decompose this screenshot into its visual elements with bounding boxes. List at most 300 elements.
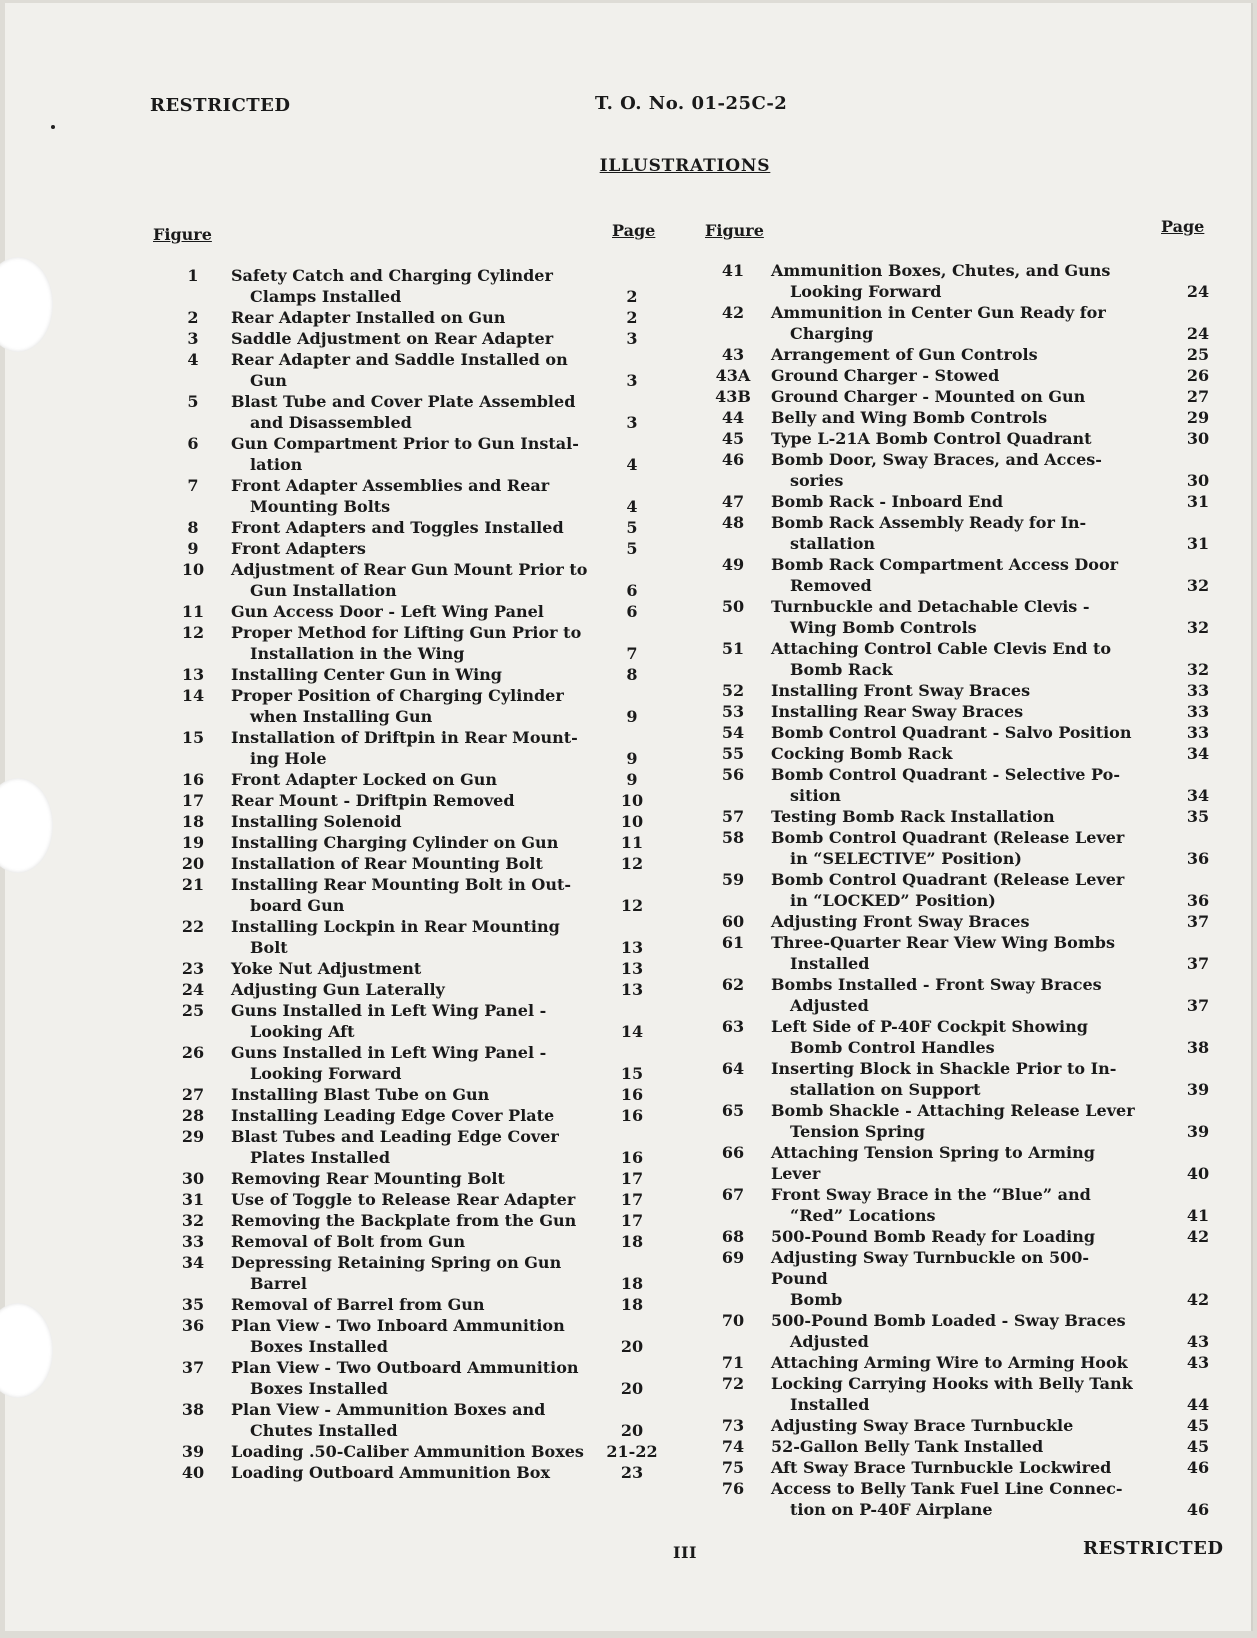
caption-line: Adjusted bbox=[790, 996, 869, 1015]
figure-caption bbox=[771, 722, 1143, 743]
caption-line: Bomb Rack bbox=[790, 660, 893, 679]
caption-line: Adjusting Sway Turnbuckle on 500-Pound bbox=[771, 1248, 1089, 1288]
caption-line: Bomb Rack Assembly Ready for In- bbox=[771, 513, 1087, 532]
figure-entry bbox=[705, 1310, 1210, 1352]
figure-number: 20 bbox=[181, 854, 205, 873]
figure-page-number: 33 bbox=[1186, 723, 1210, 742]
caption-line: 52-Gallon Belly Tank Installed bbox=[771, 1437, 1044, 1456]
caption-line: Bomb Control Quadrant - Selective Po- bbox=[771, 765, 1120, 784]
caption-line: Mounting Bolts bbox=[250, 497, 391, 516]
caption-line: Gun Access Door - Left Wing Panel bbox=[231, 602, 544, 621]
figure-number: 29 bbox=[181, 1127, 205, 1146]
figure-caption bbox=[771, 449, 1143, 491]
caption-line: Bolt bbox=[250, 938, 288, 957]
figure-caption bbox=[771, 1415, 1143, 1436]
caption-line: Installing Rear Mounting Bolt in Out- bbox=[231, 875, 571, 894]
figure-entry bbox=[705, 827, 1210, 869]
figure-caption bbox=[231, 265, 603, 307]
figure-entry bbox=[165, 265, 638, 307]
caption-line: Tension Spring bbox=[790, 1122, 925, 1141]
figure-entry bbox=[165, 517, 638, 538]
figure-number: 18 bbox=[181, 812, 205, 831]
figure-page-number: 29 bbox=[1186, 408, 1210, 427]
caption-line: lation bbox=[250, 455, 303, 474]
caption-line: Looking Forward bbox=[250, 1064, 402, 1083]
figure-caption bbox=[771, 869, 1143, 911]
figure-page-number: 30 bbox=[1186, 471, 1210, 490]
figure-page-number: 3 bbox=[626, 413, 638, 432]
figure-caption bbox=[771, 1226, 1143, 1247]
figure-page-number: 11 bbox=[620, 833, 644, 852]
figure-caption bbox=[231, 1462, 603, 1483]
figure-entry bbox=[705, 1247, 1210, 1310]
figure-caption bbox=[231, 307, 603, 328]
caption-line: Plan View - Two Inboard Ammunition bbox=[231, 1316, 565, 1335]
caption-line: board Gun bbox=[250, 896, 345, 915]
figure-caption bbox=[231, 622, 603, 664]
figure-caption bbox=[771, 806, 1143, 827]
figure-caption bbox=[231, 1210, 603, 1231]
figure-caption bbox=[771, 743, 1143, 764]
caption-line: Left Side of P-40F Cockpit Showing bbox=[771, 1017, 1088, 1036]
figure-number: 76 bbox=[721, 1479, 745, 1498]
caption-line: Ammunition Boxes, Chutes, and Guns bbox=[771, 261, 1111, 280]
figure-caption bbox=[771, 386, 1143, 407]
figure-entry bbox=[705, 932, 1210, 974]
caption-line: Access to Belly Tank Fuel Line Connec- bbox=[771, 1479, 1123, 1498]
figure-number: 23 bbox=[181, 959, 205, 978]
caption-line: Plates Installed bbox=[250, 1148, 391, 1167]
caption-line: Blast Tubes and Leading Edge Cover bbox=[231, 1127, 559, 1146]
caption-line: Installed bbox=[790, 1395, 870, 1414]
figure-caption bbox=[771, 1373, 1143, 1415]
figure-page-number: 39 bbox=[1186, 1122, 1210, 1141]
figure-entry bbox=[165, 853, 644, 874]
caption-line: Bomb bbox=[790, 1290, 843, 1309]
caption-line: Front Adapters bbox=[231, 539, 366, 558]
figure-entry bbox=[705, 302, 1210, 344]
caption-line: Clamps Installed bbox=[250, 287, 402, 306]
figure-caption bbox=[771, 1310, 1143, 1352]
figure-entry bbox=[165, 601, 638, 622]
caption-line: Installing Lockpin in Rear Mounting bbox=[231, 917, 560, 936]
figure-entry bbox=[165, 1084, 644, 1105]
caption-line: Installing Blast Tube on Gun bbox=[231, 1085, 490, 1104]
figure-page-number: 42 bbox=[1186, 1227, 1210, 1246]
figure-number: 63 bbox=[721, 1017, 745, 1036]
figure-entry bbox=[165, 832, 644, 853]
figure-page-number: 18 bbox=[620, 1232, 644, 1251]
caption-line: Gun bbox=[250, 371, 287, 390]
figure-page-number: 18 bbox=[620, 1295, 644, 1314]
figure-page-number: 20 bbox=[620, 1337, 644, 1356]
figure-page-number: 31 bbox=[1186, 534, 1210, 553]
figure-caption bbox=[771, 974, 1143, 1016]
figure-caption bbox=[231, 979, 603, 1000]
caption-line: Bomb Control Quadrant (Release Lever bbox=[771, 870, 1125, 889]
figure-entry bbox=[165, 1441, 658, 1462]
figure-caption bbox=[231, 1357, 603, 1399]
figure-number: 71 bbox=[721, 1353, 745, 1372]
binder-hole-top bbox=[0, 257, 53, 352]
figure-entry bbox=[165, 916, 644, 958]
caption-line: Gun Compartment Prior to Gun Instal- bbox=[231, 434, 579, 453]
figure-caption bbox=[771, 1436, 1143, 1457]
caption-line: Loading Outboard Ammunition Box bbox=[231, 1463, 551, 1482]
figure-number: 4 bbox=[187, 350, 199, 369]
figure-entry bbox=[705, 386, 1210, 407]
figure-entry bbox=[165, 727, 638, 769]
figure-page-number: 32 bbox=[1186, 660, 1210, 679]
caption-line: Rear Mount - Driftpin Removed bbox=[231, 791, 515, 810]
figure-page-number: 5 bbox=[626, 539, 638, 558]
figure-page-number: 32 bbox=[1186, 618, 1210, 637]
figure-caption bbox=[771, 1100, 1143, 1142]
figure-page-number: 24 bbox=[1186, 282, 1210, 301]
figure-entry bbox=[165, 307, 638, 328]
caption-line: tion on P-40F Airplane bbox=[790, 1500, 993, 1519]
figure-page-number: 13 bbox=[620, 938, 644, 957]
figure-page-number: 17 bbox=[620, 1169, 644, 1188]
figure-page-number: 18 bbox=[620, 1274, 644, 1293]
figure-page-number: 3 bbox=[626, 371, 638, 390]
figure-caption bbox=[771, 365, 1143, 386]
figure-entry bbox=[165, 979, 644, 1000]
figure-entry bbox=[165, 1357, 644, 1399]
caption-line: Installing Solenoid bbox=[231, 812, 402, 831]
figure-number: 15 bbox=[181, 728, 205, 747]
figure-caption bbox=[771, 260, 1143, 302]
figure-caption bbox=[231, 832, 603, 853]
figure-entry bbox=[705, 743, 1210, 764]
figure-caption bbox=[231, 1189, 603, 1210]
figure-number: 38 bbox=[181, 1400, 205, 1419]
left-page-heading: Page bbox=[612, 221, 656, 240]
caption-line: Saddle Adjustment on Rear Adapter bbox=[231, 329, 554, 348]
caption-line: Depressing Retaining Spring on Gun bbox=[231, 1253, 562, 1272]
figure-page-number: 36 bbox=[1186, 891, 1210, 910]
figure-page-number: 17 bbox=[620, 1190, 644, 1209]
caption-line: Bomb Rack - Inboard End bbox=[771, 492, 1004, 511]
caption-line: Adjustment of Rear Gun Mount Prior to bbox=[231, 560, 588, 579]
figure-entry bbox=[165, 391, 638, 433]
caption-line: Bomb Control Quadrant - Salvo Position bbox=[771, 723, 1132, 742]
figure-number: 47 bbox=[721, 492, 745, 511]
figure-caption bbox=[771, 680, 1143, 701]
figure-entry bbox=[165, 1105, 644, 1126]
caption-line: 500-Pound Bomb Ready for Loading bbox=[771, 1227, 1096, 1246]
figure-entry bbox=[165, 433, 638, 475]
figure-number: 1 bbox=[187, 266, 199, 285]
caption-line: Attaching Control Cable Clevis End to bbox=[771, 639, 1112, 658]
figure-page-number: 45 bbox=[1186, 1437, 1210, 1456]
figure-page-number: 46 bbox=[1186, 1458, 1210, 1477]
figure-caption bbox=[231, 349, 603, 391]
caption-line: in “LOCKED” Position) bbox=[790, 891, 996, 910]
figure-entry bbox=[705, 365, 1210, 386]
figure-number: 55 bbox=[721, 744, 745, 763]
figure-number: 33 bbox=[181, 1232, 205, 1251]
figure-page-number: 20 bbox=[620, 1379, 644, 1398]
figure-entry bbox=[705, 596, 1210, 638]
figure-entry bbox=[165, 685, 638, 727]
binder-hole-bottom bbox=[0, 1303, 53, 1398]
caption-line: Boxes Installed bbox=[250, 1379, 388, 1398]
figure-entry bbox=[165, 1126, 644, 1168]
figure-page-number: 34 bbox=[1186, 744, 1210, 763]
figure-number: 62 bbox=[721, 975, 745, 994]
caption-line: Plan View - Ammunition Boxes and bbox=[231, 1400, 546, 1419]
figure-list-left bbox=[165, 265, 658, 1483]
figure-entry bbox=[705, 260, 1210, 302]
caption-line: Cocking Bomb Rack bbox=[771, 744, 953, 763]
figure-number: 13 bbox=[181, 665, 205, 684]
figure-number: 67 bbox=[721, 1185, 745, 1204]
document-page bbox=[5, 3, 1253, 1631]
caption-line: and Disassembled bbox=[250, 413, 412, 432]
figure-number: 58 bbox=[721, 828, 745, 847]
caption-line: Inserting Block in Shackle Prior to In- bbox=[771, 1059, 1117, 1078]
caption-line: Barrel bbox=[250, 1274, 308, 1293]
figure-caption bbox=[771, 764, 1143, 806]
figure-number: 8 bbox=[187, 518, 199, 537]
figure-page-number: 6 bbox=[626, 581, 638, 600]
figure-page-number: 37 bbox=[1186, 912, 1210, 931]
figure-page-number: 2 bbox=[626, 308, 638, 327]
figure-page-number: 14 bbox=[620, 1022, 644, 1041]
figure-entry bbox=[705, 1142, 1210, 1184]
figure-page-number: 17 bbox=[620, 1211, 644, 1230]
figure-entry bbox=[165, 790, 644, 811]
figure-caption bbox=[231, 1042, 603, 1084]
figure-entry bbox=[165, 769, 638, 790]
caption-line: Removal of Bolt from Gun bbox=[231, 1232, 466, 1251]
figure-caption bbox=[771, 638, 1143, 680]
figure-caption bbox=[231, 769, 603, 790]
figure-number: 11 bbox=[181, 602, 205, 621]
caption-line: Removing the Backplate from the Gun bbox=[231, 1211, 577, 1230]
figure-page-number: 15 bbox=[620, 1064, 644, 1083]
figure-page-number: 38 bbox=[1186, 1038, 1210, 1057]
caption-line: Bomb Door, Sway Braces, and Acces- bbox=[771, 450, 1102, 469]
caption-line: sories bbox=[790, 471, 844, 490]
figure-entry bbox=[705, 491, 1210, 512]
caption-line: Belly and Wing Bomb Controls bbox=[771, 408, 1048, 427]
figure-caption bbox=[771, 344, 1143, 365]
figure-caption bbox=[771, 1478, 1143, 1520]
caption-line: Gun Installation bbox=[250, 581, 397, 600]
figure-number: 19 bbox=[181, 833, 205, 852]
figure-page-number: 37 bbox=[1186, 996, 1210, 1015]
figure-number: 53 bbox=[721, 702, 745, 721]
figure-page-number: 21-22 bbox=[606, 1442, 658, 1461]
footer-page-number: III bbox=[673, 1543, 697, 1562]
figure-page-number: 31 bbox=[1186, 492, 1210, 511]
figure-page-number: 12 bbox=[620, 854, 644, 873]
figure-page-number: 5 bbox=[626, 518, 638, 537]
figure-caption bbox=[231, 391, 603, 433]
figure-caption bbox=[231, 685, 603, 727]
caption-line: Type L-21A Bomb Control Quadrant bbox=[771, 429, 1092, 448]
caption-line: Installed bbox=[790, 954, 870, 973]
figure-number: 26 bbox=[181, 1043, 205, 1062]
caption-line: Installing Front Sway Braces bbox=[771, 681, 1031, 700]
caption-line: Bomb Control Handles bbox=[790, 1038, 995, 1057]
figure-number: 73 bbox=[721, 1416, 745, 1435]
caption-line: in “SELECTIVE” Position) bbox=[790, 849, 1022, 868]
caption-line: Installing Rear Sway Braces bbox=[771, 702, 1024, 721]
figure-number: 42 bbox=[721, 303, 745, 322]
figure-page-number: 4 bbox=[626, 497, 638, 516]
figure-page-number: 42 bbox=[1186, 1290, 1210, 1309]
figure-number: 30 bbox=[181, 1169, 205, 1188]
figure-number: 59 bbox=[721, 870, 745, 889]
figure-number: 2 bbox=[187, 308, 199, 327]
figure-number: 49 bbox=[721, 555, 745, 574]
caption-line: Bombs Installed - Front Sway Braces bbox=[771, 975, 1102, 994]
caption-line: Front Adapters and Toggles Installed bbox=[231, 518, 564, 537]
figure-page-number: 44 bbox=[1186, 1395, 1210, 1414]
figure-entry bbox=[705, 869, 1210, 911]
figure-caption bbox=[771, 1457, 1143, 1478]
figure-caption bbox=[231, 916, 603, 958]
figure-number: 75 bbox=[721, 1458, 745, 1477]
caption-line: Rear Adapter and Saddle Installed on bbox=[231, 350, 568, 369]
caption-line: Testing Bomb Rack Installation bbox=[771, 807, 1055, 826]
figure-entry bbox=[705, 722, 1210, 743]
caption-line: 500-Pound Bomb Loaded - Sway Braces bbox=[771, 1311, 1126, 1330]
figure-page-number: 36 bbox=[1186, 849, 1210, 868]
figure-page-number: 10 bbox=[620, 791, 644, 810]
figure-page-number: 16 bbox=[620, 1106, 644, 1125]
figure-number: 35 bbox=[181, 1295, 205, 1314]
figure-caption bbox=[771, 701, 1143, 722]
caption-line: “Red” Locations bbox=[790, 1206, 936, 1225]
figure-number: 22 bbox=[181, 917, 205, 936]
figure-caption bbox=[771, 554, 1143, 596]
figure-number: 54 bbox=[721, 723, 745, 742]
figure-entry bbox=[705, 701, 1210, 722]
figure-number: 43B bbox=[715, 387, 751, 406]
figure-number: 10 bbox=[181, 560, 205, 579]
caption-line: Locking Carrying Hooks with Belly Tank bbox=[771, 1374, 1133, 1393]
figure-number: 41 bbox=[721, 261, 745, 280]
figure-page-number: 23 bbox=[620, 1463, 644, 1482]
figure-page-number: 41 bbox=[1186, 1206, 1210, 1225]
figure-entry bbox=[705, 1184, 1210, 1226]
figure-number: 46 bbox=[721, 450, 745, 469]
caption-line: Removal of Barrel from Gun bbox=[231, 1295, 485, 1314]
figure-number: 56 bbox=[721, 765, 745, 784]
figure-page-number: 16 bbox=[620, 1148, 644, 1167]
caption-line: Charging bbox=[790, 324, 874, 343]
figure-number: 61 bbox=[721, 933, 745, 952]
figure-caption bbox=[771, 1184, 1143, 1226]
figure-page-number: 20 bbox=[620, 1421, 644, 1440]
figure-number: 9 bbox=[187, 539, 199, 558]
page-title: ILLUSTRATIONS bbox=[599, 156, 771, 176]
caption-line: Chutes Installed bbox=[250, 1421, 398, 1440]
figure-number: 7 bbox=[187, 476, 199, 495]
figure-caption bbox=[231, 664, 603, 685]
figure-number: 24 bbox=[181, 980, 205, 999]
figure-entry bbox=[705, 1415, 1210, 1436]
figure-caption bbox=[231, 328, 603, 349]
caption-line: Yoke Nut Adjustment bbox=[231, 959, 422, 978]
figure-page-number: 24 bbox=[1186, 324, 1210, 343]
figure-number: 72 bbox=[721, 1374, 745, 1393]
figure-number: 64 bbox=[721, 1059, 745, 1078]
figure-page-number: 34 bbox=[1186, 786, 1210, 805]
figure-caption bbox=[771, 1016, 1143, 1058]
figure-caption bbox=[771, 407, 1143, 428]
right-page-heading: Page bbox=[1161, 217, 1205, 236]
figure-entry bbox=[705, 512, 1210, 554]
figure-number: 43 bbox=[721, 345, 745, 364]
caption-line: Looking Forward bbox=[790, 282, 942, 301]
caption-line: Bomb Shackle - Attaching Release Lever bbox=[771, 1101, 1135, 1120]
caption-line: Ammunition in Center Gun Ready for bbox=[771, 303, 1106, 322]
figure-caption bbox=[771, 512, 1143, 554]
figure-caption bbox=[231, 559, 603, 601]
figure-number: 12 bbox=[181, 623, 205, 642]
figure-entry bbox=[705, 1016, 1210, 1058]
figure-entry bbox=[165, 811, 644, 832]
figure-page-number: 9 bbox=[626, 707, 638, 726]
figure-entry bbox=[165, 1000, 644, 1042]
figure-page-number: 43 bbox=[1186, 1332, 1210, 1351]
figure-page-number: 37 bbox=[1186, 954, 1210, 973]
caption-line: ing Hole bbox=[250, 749, 327, 768]
figure-caption bbox=[231, 1399, 603, 1441]
caption-line: Aft Sway Brace Turnbuckle Lockwired bbox=[771, 1458, 1112, 1477]
figure-page-number: 46 bbox=[1186, 1500, 1210, 1519]
figure-caption bbox=[231, 1441, 603, 1462]
figure-entry bbox=[165, 664, 638, 685]
figure-caption bbox=[771, 596, 1143, 638]
figure-entry bbox=[165, 475, 638, 517]
footer-restricted: RESTRICTED bbox=[1083, 1538, 1224, 1559]
figure-number: 37 bbox=[181, 1358, 205, 1377]
caption-line: Front Adapter Locked on Gun bbox=[231, 770, 497, 789]
figure-entry bbox=[705, 1373, 1210, 1415]
figure-caption bbox=[771, 428, 1143, 449]
figure-number: 28 bbox=[181, 1106, 205, 1125]
figure-caption bbox=[231, 811, 603, 832]
caption-line: Plan View - Two Outboard Ammunition bbox=[231, 1358, 579, 1377]
figure-caption bbox=[231, 1252, 603, 1294]
figure-page-number: 27 bbox=[1186, 387, 1210, 406]
figure-entry bbox=[165, 1231, 644, 1252]
figure-page-number: 10 bbox=[620, 812, 644, 831]
figure-entry bbox=[705, 554, 1210, 596]
caption-line: Wing Bomb Controls bbox=[790, 618, 977, 637]
figure-caption bbox=[231, 853, 603, 874]
caption-line: Front Adapter Assemblies and Rear bbox=[231, 476, 550, 495]
figure-number: 65 bbox=[721, 1101, 745, 1120]
header-restricted: RESTRICTED bbox=[150, 95, 291, 116]
figure-page-number: 13 bbox=[620, 959, 644, 978]
figure-page-number: 33 bbox=[1186, 681, 1210, 700]
figure-number: 25 bbox=[181, 1001, 205, 1020]
caption-line: Bomb Rack Compartment Access Door bbox=[771, 555, 1119, 574]
figure-caption bbox=[231, 1231, 603, 1252]
figure-page-number: 40 bbox=[1186, 1164, 1210, 1183]
figure-caption bbox=[231, 1315, 603, 1357]
caption-line: Guns Installed in Left Wing Panel - bbox=[231, 1043, 547, 1062]
figure-caption bbox=[771, 1247, 1143, 1310]
figure-page-number: 7 bbox=[626, 644, 638, 663]
